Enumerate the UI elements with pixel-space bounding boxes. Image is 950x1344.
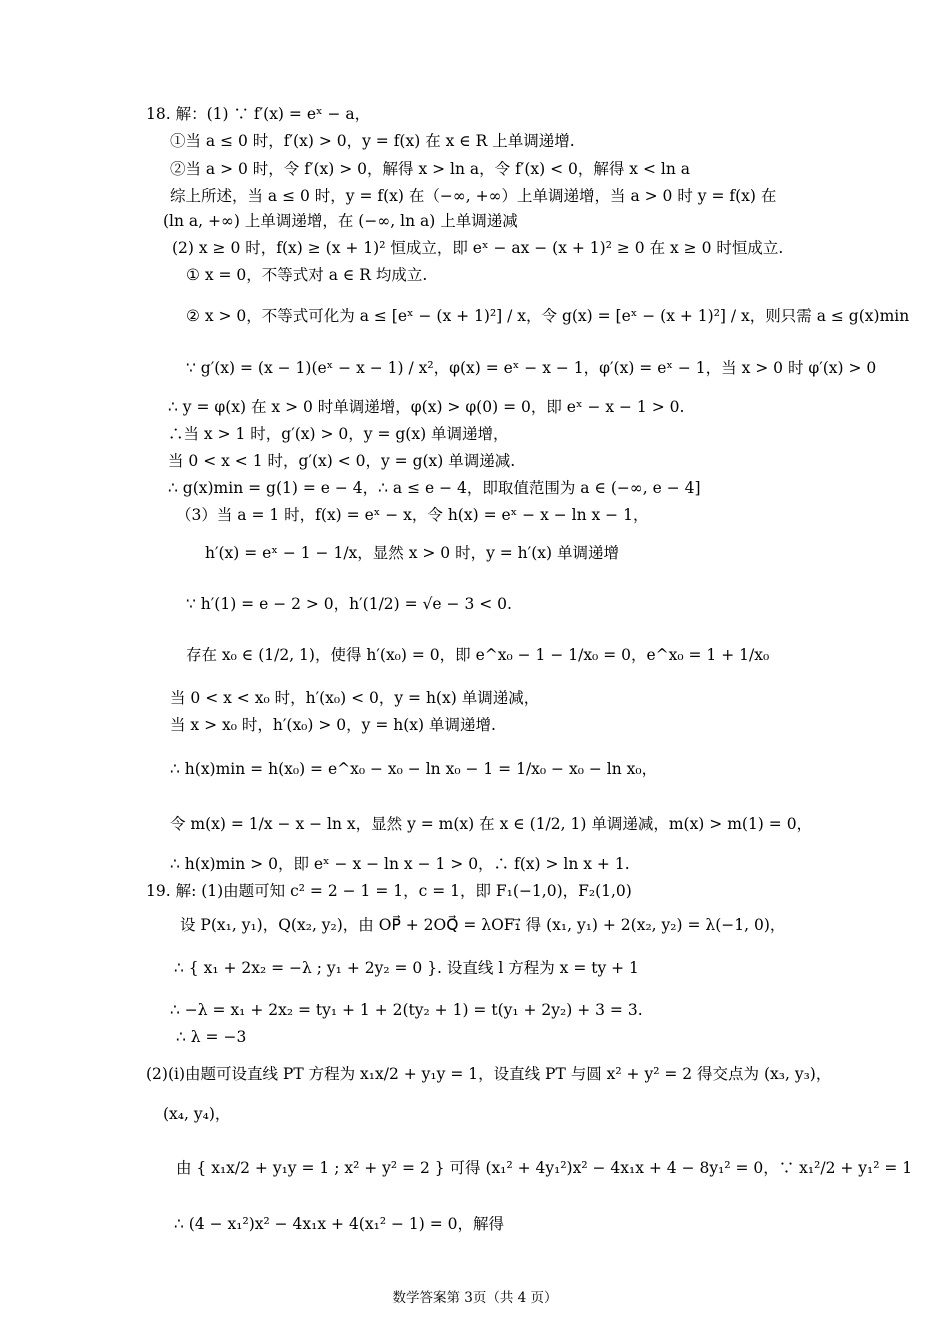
text-line: （3）当 a = 1 时，f(x) = eˣ − x，令 h(x) = eˣ − x − ln x − 1， <box>176 506 649 524</box>
text-line: 18. 解：(1) ∵ f′(x) = eˣ − a， <box>146 105 371 123</box>
text-line: ① x = 0，不等式对 a ∈ R 均成立. <box>186 266 428 284</box>
text-line: (2) x ≥ 0 时，f(x) ≥ (x + 1)² 恒成立，即 eˣ − ax − (x + 1)² ≥ 0 在 x ≥ 0 时恒成立. <box>172 239 784 257</box>
text-line: ∴ (4 − x₁²)x² − 4x₁x + 4(x₁² − 1) = 0，解得 <box>174 1215 504 1233</box>
text-line: ∴当 x > 1 时，g′(x) > 0，y = g(x) 单调递增， <box>168 425 509 443</box>
text-line: ② x > 0，不等式可化为 a ≤ [eˣ − (x + 1)²] / x，令 g(x) = [eˣ − (x + 1)²] / x，则只需 a ≤ g(x)min <box>186 307 910 325</box>
text-line: 综上所述，当 a ≤ 0 时，y = f(x) 在（−∞, +∞）上单调递增，当 a > 0 时 y = f(x) 在 <box>170 187 777 205</box>
text-line: 当 0 < x < x₀ 时，h′(x₀) < 0，y = h(x) 单调递减， <box>170 689 540 707</box>
text-line: 设 P(x₁, y₁)，Q(x₂, y₂)，由 OP⃗ + 2OQ⃗ = λOF₁⃗ 得 (x₁, y₁) + 2(x₂, y₂) = λ(−1, 0)， <box>180 916 786 934</box>
text-line: ∴ h(x)min > 0，即 eˣ − x − ln x − 1 > 0，∴ f(x) > ln x + 1. <box>170 855 630 873</box>
text-line: 当 x > x₀ 时，h′(x₀) > 0，y = h(x) 单调递增. <box>170 716 496 734</box>
text-line: 令 m(x) = 1/x − x − ln x，显然 y = m(x) 在 x ∈ (1/2, 1) 单调递减，m(x) > m(1) = 0， <box>170 815 813 833</box>
page-footer: 数学答案第 3页（共 4 页） <box>392 1290 558 1306</box>
text-line: 19. 解: (1)由题可知 c² = 2 − 1 = 1，c = 1，即 F₁(−1,0)，F₂(1,0) <box>146 882 632 900</box>
text-line: ①当 a ≤ 0 时，f′(x) > 0，y = f(x) 在 x ∈ R 上单调递增. <box>170 132 575 150</box>
text-line: 由 { x₁x/2 + y₁y = 1 ; x² + y² = 2 } 可得 (x₁² + 4y₁²)x² − 4x₁x + 4 − 8y₁² = 0，∵ x₁²/2 + y₁² = 1 <box>176 1159 913 1177</box>
text-line: ∴ g(x)min = g(1) = e − 4，∴ a ≤ e − 4，即取值范围为 a ∈ (−∞, e − 4] <box>168 479 701 497</box>
text-line: ∴ λ = −3 <box>176 1028 247 1046</box>
text-line: ②当 a > 0 时，令 f′(x) > 0，解得 x > ln a，令 f′(x) < 0，解得 x < ln a <box>170 160 690 178</box>
text-line: (2)(i)由题可设直线 PT 方程为 x₁x/2 + y₁y = 1，设直线 PT 与圆 x² + y² = 2 得交点为 (x₃, y₃)， <box>146 1065 832 1083</box>
text-line: ∵ g′(x) = (x − 1)(eˣ − x − 1) / x²，φ(x) = eˣ − x − 1，φ′(x) = eˣ − 1，当 x > 0 时 φ′(x) > 0 <box>186 359 877 377</box>
text-line: ∵ h′(1) = e − 2 > 0，h′(1/2) = √e − 3 < 0. <box>186 595 512 613</box>
text-line: 当 0 < x < 1 时，g′(x) < 0，y = g(x) 单调递减. <box>168 452 516 470</box>
text-line: h′(x) = eˣ − 1 − 1/x，显然 x > 0 时，y = h′(x) 单调递增 <box>205 544 619 562</box>
text-line: (ln a, +∞) 上单调递增，在 (−∞, ln a) 上单调递减 <box>163 212 518 230</box>
text-line: 存在 x₀ ∈ (1/2, 1)，使得 h′(x₀) = 0，即 e^x₀ − 1 − 1/x₀ = 0，e^x₀ = 1 + 1/x₀ <box>186 646 770 664</box>
text-line: ∴ y = φ(x) 在 x > 0 时单调递增，φ(x) > φ(0) = 0，即 eˣ − x − 1 > 0. <box>168 398 685 416</box>
text-line: ∴ −λ = x₁ + 2x₂ = ty₁ + 1 + 2(ty₂ + 1) = t(y₁ + 2y₂) + 3 = 3. <box>170 1001 643 1019</box>
text-line: ∴ h(x)min = h(x₀) = e^x₀ − x₀ − ln x₀ − 1 = 1/x₀ − x₀ − ln x₀， <box>170 760 658 778</box>
text-line: (x₄, y₄)， <box>163 1105 231 1123</box>
text-line: ∴ { x₁ + 2x₂ = −λ ; y₁ + 2y₂ = 0 }. 设直线 l 方程为 x = ty + 1 <box>174 959 639 977</box>
